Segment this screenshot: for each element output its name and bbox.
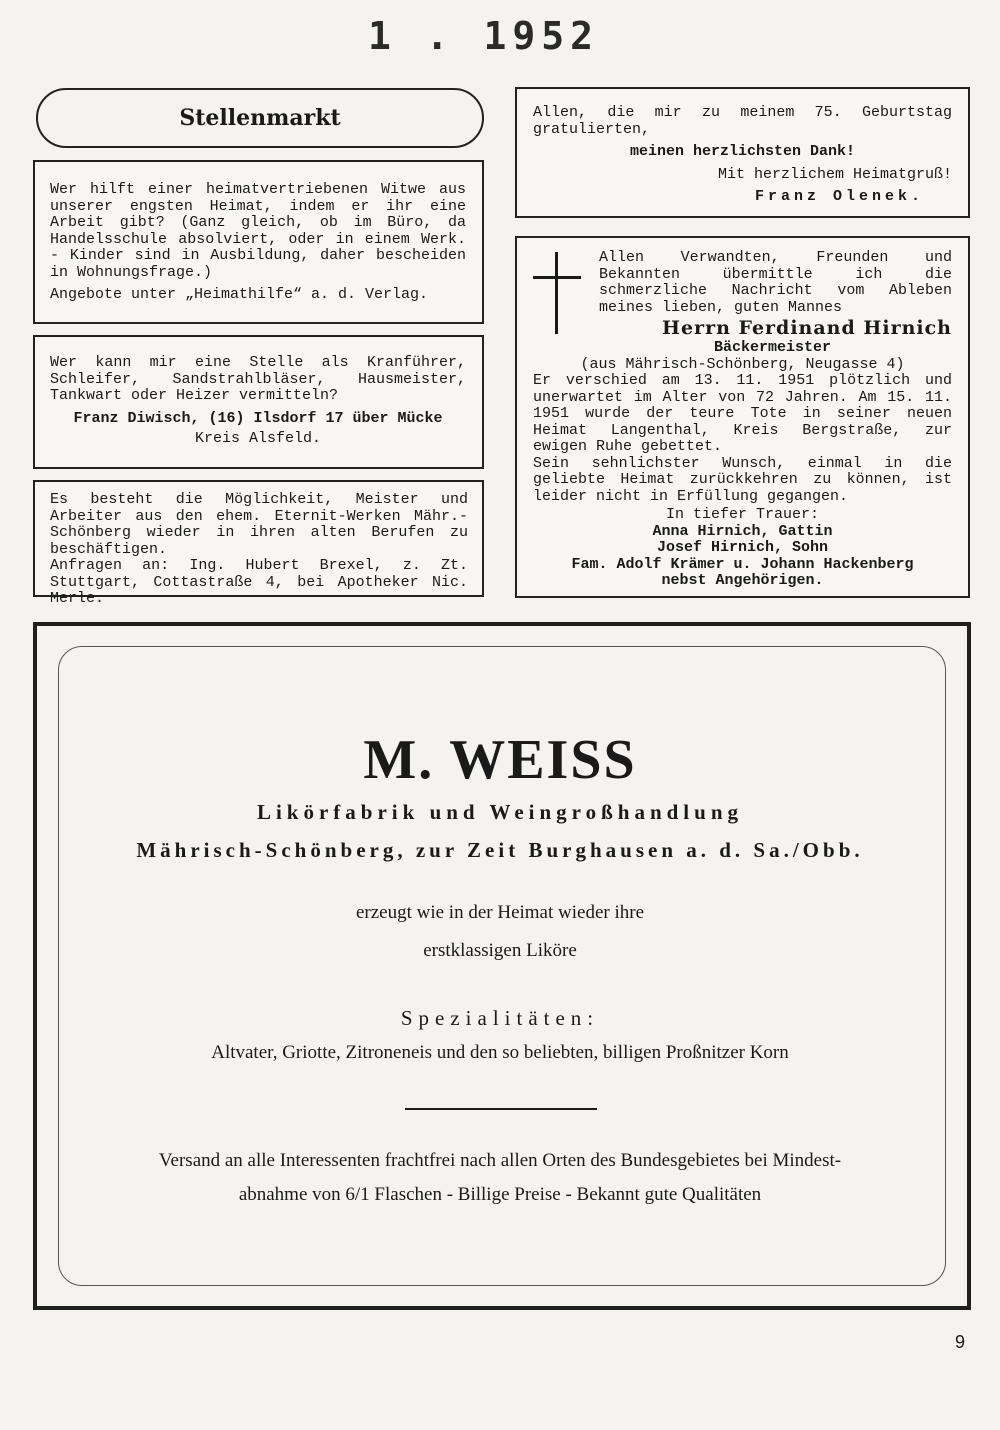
obituary-wish: Sein sehnlichster Wunsch, einmal in die geliebte Heimat zurückkehren zu können, ist leider nicht in Erfüllung gegangen. [533, 454, 952, 505]
thanks-line2: meinen herzlichsten Dank! [629, 143, 856, 160]
obituary-origin: (aus Mährisch-Schönberg, Neugasse 4) [580, 355, 905, 373]
obituary-profession: Bäckermeister [713, 339, 832, 356]
ad-diwisch-district: Kreis Alsfeld. [194, 430, 322, 447]
weiss-products: Altvater, Griotte, Zitroneneis und den so beliebten, billigen Proßnitzer Korn [211, 1042, 789, 1063]
weiss-line-liqueurs: erstklassigen Liköre [423, 940, 577, 961]
obituary-mourning: In tiefer Trauer: [665, 506, 820, 523]
weiss-divider [405, 1108, 597, 1110]
ad-diwisch [33, 335, 484, 469]
obituary-body: Er verschied am 13. 11. 1951 plötzlich und unerwartet im Alter von 72 Jahren. Am 15. 11. 1951 wurde der teure Tote in seiner neuen Heimat Langenthal, Kreis Bergstraße, zur ewigen Ruhe gebettet. [533, 372, 952, 455]
weiss-subtitle-location: Mährisch-Schönberg, zur Zeit Burghausen a. d. Sa./Obb. [136, 838, 864, 862]
obituary-name: Herrn Ferdinand Hirnich [662, 317, 952, 339]
weiss-shipping-line1: Versand an alle Interessenten frachtfrei nach allen Orten des Bundesgebietes bei Mindest- [158, 1150, 842, 1171]
thanks-line1: Allen, die mir zu meinem 75. Geburtstag gratulierten, [533, 104, 952, 138]
obituary-mourner-3: Fam. Adolf Krämer u. Johann Hackenberg [571, 555, 914, 573]
obituary-intro: Allen Verwandten, Freunden und Bekannten übermittle ich die schmerzliche Nachricht vom Ableben meines lieben, guten Mannes [599, 249, 952, 316]
ad-widow [33, 160, 484, 324]
ad-eternit-contact: Anfragen an: Ing. Hubert Brexel, z. Zt. Stuttgart, Cottastraße 4, bei Apotheker Nic. Merle. [50, 557, 468, 607]
cross-icon-bar [533, 276, 581, 279]
ad-widow-offers: Angebote unter „Heimathilfe“ a. d. Verlag. [50, 286, 429, 303]
weiss-subtitle-business: Likörfabrik und Weingroßhandlung [256, 800, 744, 824]
section-title-stellenmarkt: Stellenmarkt [36, 88, 484, 148]
weiss-title: M. WEISS [363, 729, 637, 791]
weiss-shipping-line2: abnahme von 6/1 Flaschen - Billige Preise - Bekannt gute Qualitäten [238, 1184, 762, 1205]
obituary-notice [515, 236, 970, 598]
thanks-notice [515, 87, 970, 218]
ad-diwisch-text: Wer kann mir eine Stelle als Kranführer, Schleifer, Sandstrahlbläser, Hausmeister, Tankwart oder Heizer vermitteln? [50, 354, 466, 404]
obituary-mourner-4: nebst Angehörigen. [661, 572, 824, 589]
obituary-mourner-2: Josef Hirnich, Sohn [656, 539, 829, 556]
weiss-line-produces: erzeugt wie in der Heimat wieder ihre [355, 902, 645, 923]
ad-eternit-text: Es besteht die Möglichkeit, Meister und Arbeiter aus den ehem. Eternit-Werken Mähr.-Schönberg wieder in ihren alten Berufen zu beschäftigen. [50, 491, 468, 558]
weiss-specialties-label: Spezialitäten: [400, 1006, 600, 1030]
cross-icon [555, 252, 558, 334]
ad-eternit [33, 480, 484, 607]
page-number: 9 [955, 1332, 966, 1352]
thanks-line3: Mit herzlichem Heimatgruß! [717, 165, 952, 183]
thanks-signature: Franz Olenek. [754, 188, 924, 205]
obituary-mourner-1: Anna Hirnich, Gattin [652, 522, 833, 540]
ad-diwisch-contact: Franz Diwisch, (16) Ilsdorf 17 über Mücke [73, 409, 443, 427]
header-year: 1 . 1952 [368, 14, 600, 58]
ad-widow-text: Wer hilft einer heimatvertriebenen Witwe aus unserer engsten Heimat, indem er ihr eine Arbeit gibt? (Ganz gleich, ob im Büro, da Handelsschule absolviert, oder in einem Werk. - Kinder sind in Ausbildung, daher bescheiden in Wohnungsfrage.) [50, 181, 466, 281]
